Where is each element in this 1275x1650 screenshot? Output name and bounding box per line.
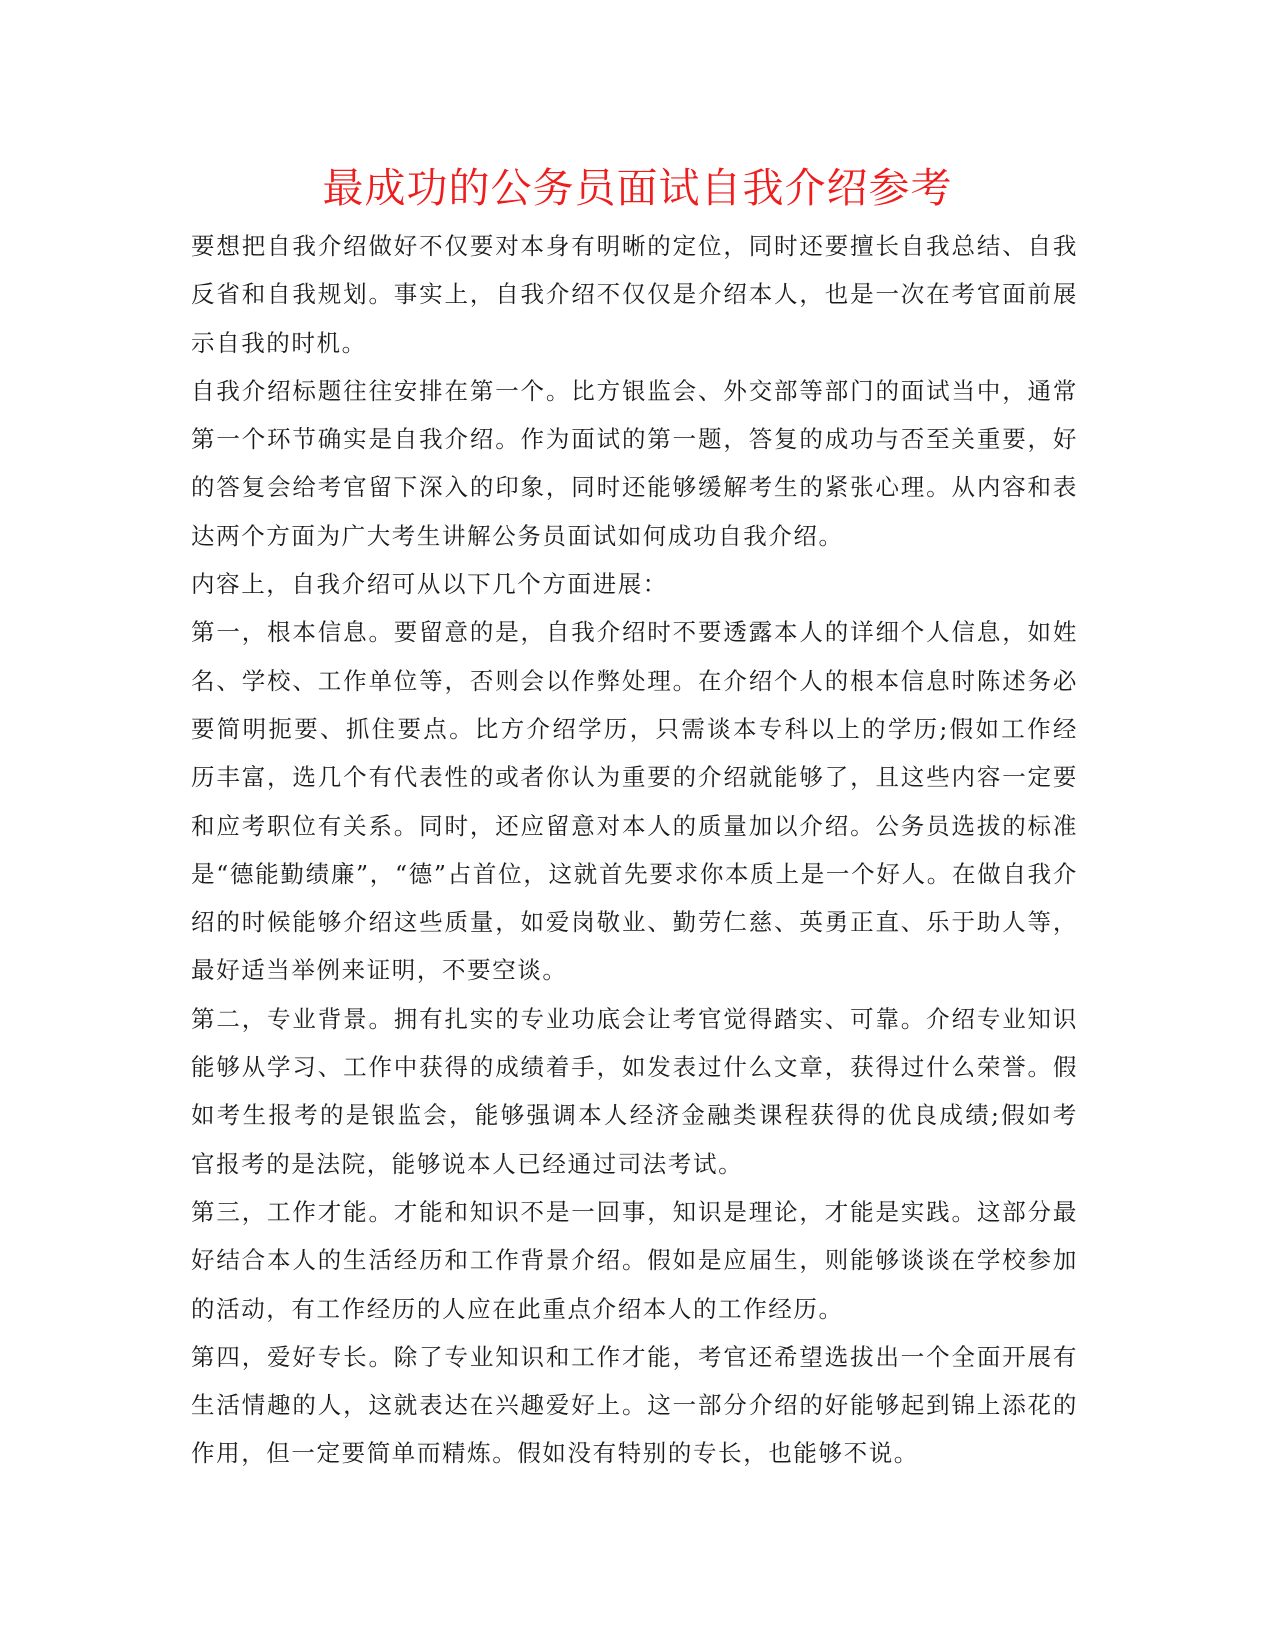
paragraph-background: 自我介绍标题往往安排在第一个。比方银监会、外交部等部门的面试当中，通常第一个环节确实是自我介绍。作为面试的第一题，答复的成功与否至关重要，好的答复会给考官留下深入的印象，同时还能够缓解考生的紧张心理。从内容和表达两个方面为广大考生讲解公务员面试如何成功自我介绍。 xyxy=(191,376,1078,550)
document-body xyxy=(191,222,1078,1478)
paragraph-hobbies: 第四，爱好专长。除了专业知识和工作才能，考官还希望选拔出一个全面开展有生活情趣的人，这就表达在兴趣爱好上。这一部分介绍的好能够起到锦上添花的作用，但一定要简单而精炼。假如没有特别的专长，也能够不说。 xyxy=(191,1342,1078,1468)
paragraph-work-ability: 第三，工作才能。才能和知识不是一回事，知识是理论，才能是实践。这部分最好结合本人的生活经历和工作背景介绍。假如是应届生，则能够谈谈在学校参加的活动，有工作经历的人应在此重点介绍本人的工作经历。 xyxy=(191,1197,1078,1323)
paragraph-basic-info: 第一，根本信息。要留意的是，自我介绍时不要透露本人的详细个人信息，如姓名、学校、工作单位等，否则会以作弊处理。在介绍个人的根本信息时陈述务必要简明扼要、抓住要点。比方介绍学历，只需谈本专科以上的学历;假如工作经历丰富，选几个有代表性的或者你认为重要的介绍就能够了，且这些内容一定要和应考职位有关系。同时，还应留意对本人的质量加以介绍。公务员选拔的标准是“德能勤绩廉”，“德”占首位，这就首先要求你本质上是一个好人。在做自我介绍的时候能够介绍这些质量，如爱岗敬业、勤劳仁慈、英勇正直、乐于助人等，最好适当举例来证明，不要空谈。 xyxy=(191,618,1078,985)
paragraph-intro: 要想把自我介绍做好不仅要对本身有明晰的定位，同时还要擅长自我总结、自我反省和自我规划。事实上，自我介绍不仅仅是介绍本人，也是一次在考官面前展示自我的时机。 xyxy=(191,232,1078,357)
document-title: 最成功的公务员面试自我介绍参考 xyxy=(322,164,953,212)
paragraph-professional-background: 第二，专业背景。拥有扎实的专业功底会让考官觉得踏实、可靠。介绍专业知识能够从学习、工作中获得的成绩着手，如发表过什么文章，获得过什么荣誉。假如考生报考的是银监会，能够强调本人经济金融类课程获得的优良成绩;假如考官报考的是法院，能够说本人已经通过司法考试。 xyxy=(191,1004,1078,1178)
paragraph-content-heading: 内容上，自我介绍可从以下几个方面进展： xyxy=(191,570,668,599)
